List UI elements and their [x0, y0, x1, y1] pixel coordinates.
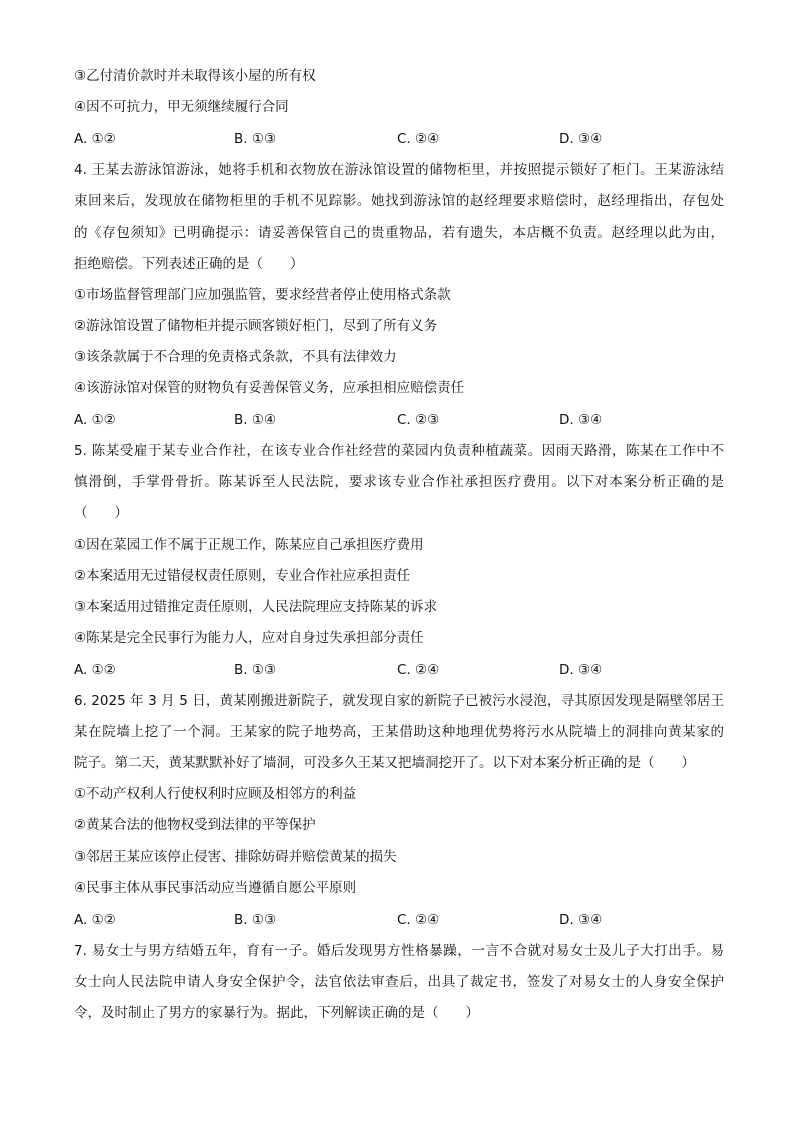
statement-4-prev: ④因不可抗力，甲无须继续履行合同	[74, 99, 289, 115]
question-4-statement-1: ①市场监督管理部门应加强监管，要求经营者停止使用格式条款	[74, 287, 451, 303]
question-5-text: 5. 陈某受雇于某专业合作社，在该专业合作社经营的菜园内负责种植蔬菜。因雨天路滑，陈某在工作中不	[74, 443, 724, 459]
question-5-statement-1: ①因在菜园工作不属于正规工作，陈某应自己承担医疗费用	[74, 537, 424, 553]
question-6-statement-4: ④民事主体从事民事活动应当遵循自愿公平原则	[74, 880, 357, 896]
question-4-statement-3: ③该条款属于不合理的免责格式条款，不具有法律效力	[74, 349, 397, 365]
option-c: C. ②④	[397, 131, 440, 147]
question-5-statement-4: ④陈某是完全民事行为能力人，应对自身过失承担部分责任	[74, 630, 424, 646]
question-4-text: 拒绝赔偿。下列表述正确的是（ ）	[74, 256, 304, 272]
question-6-statement-1: ①不动产权利人行使权利时应顾及相邻方的利益	[74, 786, 357, 802]
option-d: D. ③④	[559, 662, 603, 678]
question-6-text: 院子。第二天，黄某默默补好了墙洞，可没多久王某又把墙洞挖开了。以下对本案分析正确的是（ ）	[74, 755, 695, 771]
question-6-statement-2: ②黄某合法的他物权受到法律的平等保护	[74, 817, 316, 833]
question-6-text: 6. 2025 年 3 月 5 日，黄某刚搬进新院子，就发现自家的新院子已被污水浸泡，寻其原因发现是隔壁邻居王	[74, 693, 724, 709]
question-5-statement-3: ③本案适用过错推定责任原则，人民法院理应支持陈某的诉求	[74, 599, 438, 615]
question-4-statement-4: ④该游泳馆对保管的财物负有妥善保管义务，应承担相应赔偿责任	[74, 380, 465, 396]
question-7-text: 7. 易女士与男方结婚五年，育有一子。婚后发现男方性格暴躁，一言不合就对易女士及儿子大打出手。易	[74, 943, 724, 959]
option-a: A. ①②	[74, 912, 116, 928]
question-7-text: 令，及时制止了男方的家暴行为。据此，下列解读正确的是（ ）	[74, 1005, 479, 1021]
question-4-statement-2: ②游泳馆设置了储物柜并提示顾客锁好柜门，尽到了所有义务	[74, 318, 438, 334]
option-c: C. ②③	[397, 412, 440, 428]
question-5-text: （ ）	[74, 505, 128, 521]
question-6-statement-3: ③邻居王某应该停止侵害、排除妨碍并赔偿黄某的损失	[74, 849, 397, 865]
option-c: C. ②④	[397, 912, 440, 928]
option-b: B. ①③	[234, 912, 277, 928]
statement-3-prev: ③乙付清价款时并未取得该小屋的所有权	[74, 68, 316, 84]
option-d: D. ③④	[559, 912, 603, 928]
question-7-text: 女士向人民法院申请人身安全保护令，法官依法审查后，出具了裁定书，签发了对易女士的人身安全保护	[74, 974, 724, 990]
answer-options-q3	[74, 129, 734, 149]
option-d: D. ③④	[559, 131, 603, 147]
option-b: B. ①③	[234, 662, 277, 678]
answer-options-q4	[74, 410, 734, 430]
question-6-text: 某在院墙上挖了一个洞。王某家的院子地势高，王某借助这种地理优势将污水从院墙上的洞排向黄某家的	[74, 724, 724, 740]
option-b: B. ①③	[234, 131, 277, 147]
question-4-text: 的《存包须知》已明确提示：请妥善保管自己的贵重物品，若有遗失，本店概不负责。赵经理以此为由，	[74, 225, 724, 241]
answer-options-q5	[74, 660, 734, 680]
question-4-text: 4. 王某去游泳馆游泳，她将手机和衣物放在游泳馆设置的储物柜里，并按照提示锁好了柜门。王某游泳结	[74, 162, 724, 178]
option-a: A. ①②	[74, 131, 116, 147]
option-a: A. ①②	[74, 662, 116, 678]
option-d: D. ③④	[559, 412, 603, 428]
question-4-text: 束回来后，发现放在储物柜里的手机不见踪影。她找到游泳馆的赵经理要求赔偿时，赵经理指出，存包处	[74, 193, 724, 209]
option-b: B. ①④	[234, 412, 277, 428]
option-a: A. ①②	[74, 412, 116, 428]
question-5-text: 慎滑倒，手掌骨骨折。陈某诉至人民法院，要求该专业合作社承担医疗费用。以下对本案分析正确的是	[74, 474, 724, 490]
option-c: C. ②④	[397, 662, 440, 678]
question-5-statement-2: ②本案适用无过错侵权责任原则，专业合作社应承担责任	[74, 568, 411, 584]
answer-options-q6	[74, 910, 734, 930]
